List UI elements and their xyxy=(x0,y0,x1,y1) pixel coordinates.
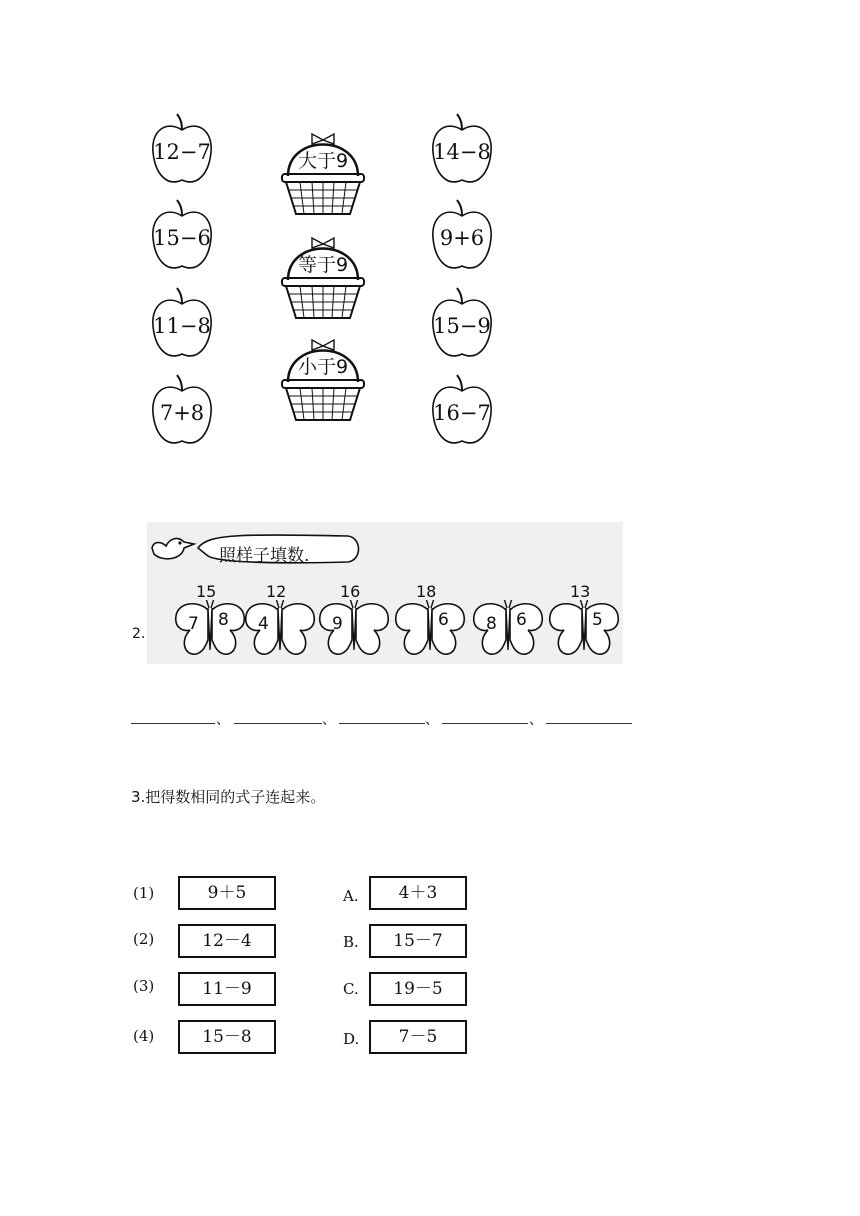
left-index: (4) xyxy=(133,1027,155,1045)
apple-label: 15−6 xyxy=(153,226,211,250)
butterfly-icon xyxy=(174,600,246,664)
right-index: C. xyxy=(343,980,359,998)
left-expression-box[interactable]: 9＋5 xyxy=(178,876,276,910)
butterfly-top-number: 16 xyxy=(340,582,361,601)
butterfly-icon xyxy=(244,600,316,664)
right-expression-box[interactable]: 4＋3 xyxy=(369,876,467,910)
right-expression-box[interactable]: 7－5 xyxy=(369,1020,467,1054)
basket-label: 小于9 xyxy=(297,356,349,378)
butterfly-top-number: 12 xyxy=(266,582,287,601)
butterfly-right-number: 6 xyxy=(516,610,527,630)
answer-blank-2[interactable] xyxy=(234,715,322,724)
bubble-text: 照样子填数. xyxy=(219,546,310,566)
apple-label: 15−9 xyxy=(433,314,491,338)
basket-1 xyxy=(278,128,368,218)
butterfly-top-number: 18 xyxy=(416,582,437,601)
question-number: 2. xyxy=(132,626,146,642)
butterfly-5 xyxy=(472,590,544,662)
left-index: (3) xyxy=(133,977,155,995)
right-expression-box[interactable]: 19－5 xyxy=(369,972,467,1006)
answer-blank-4[interactable] xyxy=(442,715,528,724)
separator: 、 xyxy=(322,712,336,728)
apple-label: 9+6 xyxy=(439,226,485,250)
apple-right-4 xyxy=(427,373,497,453)
answer-blank-3[interactable] xyxy=(339,715,425,724)
apple-right-2 xyxy=(427,198,497,278)
butterfly-left-number: 7 xyxy=(188,614,199,634)
butterfly-right-number: 5 xyxy=(592,610,603,630)
butterfly-3 xyxy=(318,582,390,662)
butterfly-icon xyxy=(394,600,466,664)
answer-blank-5[interactable] xyxy=(546,715,632,724)
right-index: D. xyxy=(343,1030,360,1048)
apple-label: 7+8 xyxy=(159,401,205,425)
butterfly-left-number: 9 xyxy=(332,614,343,634)
basket-icon xyxy=(278,128,368,218)
right-index: A. xyxy=(343,887,359,905)
butterfly-icon xyxy=(548,600,620,664)
separator: 、 xyxy=(216,712,230,728)
basket-2 xyxy=(278,232,368,322)
butterfly-icon xyxy=(318,600,390,664)
separator: 、 xyxy=(425,712,439,728)
apple-right-1 xyxy=(427,112,497,192)
basket-icon xyxy=(278,334,368,424)
left-expression-box[interactable]: 11－9 xyxy=(178,972,276,1006)
butterfly-right-number: 6 xyxy=(438,610,449,630)
right-index: B. xyxy=(343,933,359,951)
butterfly-6 xyxy=(548,582,620,662)
butterfly-icon xyxy=(472,600,544,664)
butterfly-4 xyxy=(394,582,466,662)
right-expression-box[interactable]: 15－7 xyxy=(369,924,467,958)
butterfly-top-number: 15 xyxy=(196,582,217,601)
apple-left-2 xyxy=(147,198,217,278)
left-index: (1) xyxy=(133,884,155,902)
apple-left-4 xyxy=(147,373,217,453)
apple-label: 16−7 xyxy=(433,401,491,425)
butterfly-1 xyxy=(174,582,246,662)
butterfly-left-number: 4 xyxy=(258,614,269,634)
butterfly-2 xyxy=(244,582,316,662)
apple-label: 14−8 xyxy=(433,140,491,164)
basket-icon xyxy=(278,232,368,322)
basket-label: 大于9 xyxy=(297,150,349,172)
apple-left-3 xyxy=(147,286,217,366)
apple-right-3 xyxy=(427,286,497,366)
apple-label: 11−8 xyxy=(153,314,211,338)
apple-left-1 xyxy=(147,112,217,192)
answer-blank-1[interactable] xyxy=(131,715,215,724)
basket-label: 等于9 xyxy=(297,254,349,276)
left-expression-box[interactable]: 15－8 xyxy=(178,1020,276,1054)
left-expression-box[interactable]: 12－4 xyxy=(178,924,276,958)
apple-label: 12−7 xyxy=(153,140,211,164)
separator: 、 xyxy=(529,712,543,728)
butterfly-right-number: 8 xyxy=(218,610,229,630)
basket-3 xyxy=(278,334,368,424)
question-title: 3.把得数相同的式子连起来。 xyxy=(131,788,326,806)
butterfly-left-number: 8 xyxy=(486,614,497,634)
butterfly-top-number: 13 xyxy=(570,582,591,601)
left-index: (2) xyxy=(133,930,155,948)
